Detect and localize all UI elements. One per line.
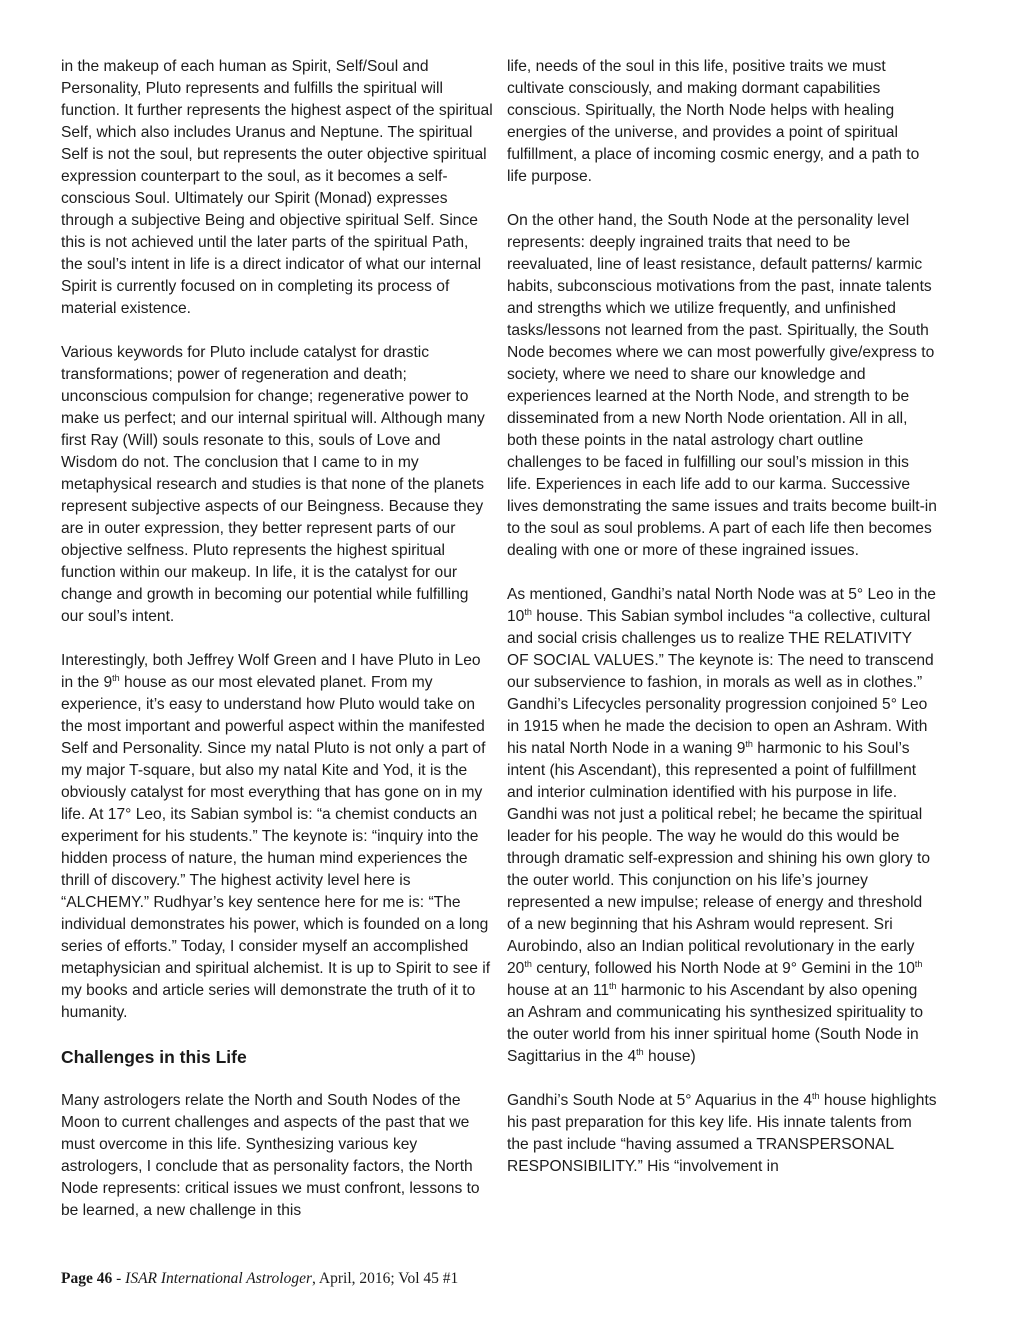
page-footer [61, 1270, 458, 1288]
paragraph-south-node: On the other hand, the South Node at the personality level represents: deeply ingrained traits that need to be reevaluated, line of least resistance, default patterns/ karmic habits, subconscious motivations from the past, innate talents and strengths which we utilize frequently, and unfinished tasks/lessons not learned from the past. Spiritually, the South Node becomes where we can most powerfully give/express to society, where we need to share our knowledge and experiences learned at the North Node, and strength to be disseminated from a new North Node orientation. All in all, both these points in the natal astrology chart outline challenges to be faced in fulfilling our soul’s mission in this life. Experiences in each life add to our karma. Successive lives demonstrating the same issues and traits become built-in to the soul as soul problems. A part of each life then becomes dealing with one or more of these ingrained issues. [507, 212, 937, 559]
page-number: Page 46 [61, 1270, 113, 1287]
right-column [507, 56, 937, 1200]
paragraph-pluto-keywords: Various keywords for Pluto include catalyst for drastic transformations; power of regeneration and death; unconscious compulsion for change; regenerative power to make us perfect; and our internal spiritual will. Although many first Ray (Will) souls resonate to this, souls of Love and Wisdom do not. The conclusion that I came to in my metaphysical research and studies is that none of the planets represent subjective aspects of our Beingness. Because they are in outer expression, they better represent parts of our objective selfness. Pluto represents the highest spiritual function within our makeup. In life, it is the catalyst for our change and growth in becoming our potential while fulfilling our soul’s intent. [61, 344, 485, 625]
left-column [61, 56, 493, 1244]
paragraph-gandhi-north-node: As mentioned, Gandhi’s natal North Node was at 5° Leo in the 10th house. This Sabian symbol includes “a collective, cultural and social crisis challenges us to realize THE RELATIVITY OF SOCIAL VALUES.” The keynote is: The need to transcend our subservience to fashion, in morals as well as in clothes.” Gandhi’s Lifecycles personality progression conjoined 5° Leo in 1915 when he made the decision to open an Ashram. With his natal North Node in a waning 9th harmonic to his Soul’s intent (his Ascendant), this represented a point of fulfillment and interior culmination identified with his purpose in life. Gandhi was not just a political rebel; he became the spiritual leader for his people. The way he would do this would be through dramatic self-expression and shining his own glory to the outer world. This conjunction on his life’s journey represented a new impulse; release of energy and threshold of a new beginning that his Ashram would represent. Sri Aurobindo, also an Indian political revolutionary in the early 20th century, followed his North Node at 9° Gemini in the 10th house at an 11th harmonic to his Ascendant by also opening an Ashram and communicating his synthesized spirituality to the outer world from his inner spiritual home (South Node in Sagittarius in the 4th house) [507, 586, 936, 1065]
paragraph-gandhi-south-node: Gandhi’s South Node at 5° Aquarius in the 4th house highlights his past preparation for this key life. His innate talents from the past include “having assumed a TRANSPERSONAL RESPONSIBILITY.” His “involvement in [507, 1090, 937, 1175]
footer-separator: - [112, 1270, 126, 1287]
section-heading-challenges: Challenges in this Life [61, 1047, 247, 1067]
issue-info: , April, 2016; Vol 45 #1 [312, 1270, 459, 1287]
paragraph-north-node: life, needs of the soul in this life, positive traits we must cultivate consciously, and making dormant capabilities conscious. Spiritually, the North Node helps with healing energies of the universe, and provides a point of spiritual fulfillment, a place of incoming cosmic energy, and a path to life purpose. [507, 58, 920, 185]
publication-title: ISAR International Astrologer [125, 1270, 313, 1287]
paragraph-pluto-spirit: in the makeup of each human as Spirit, Self/Soul and Personality, Pluto represents and fulfills the spiritual will function. It further represents the highest aspect of the spiritual Self, which also includes Uranus and Neptune. The spiritual Self is not the soul, but represents the outer objective spiritual expression counterpart to the soul, as it becomes a self-conscious Soul. Ultimately our Spirit (Monad) expresses through a subjective Being and objective spiritual Self. Since this is not achieved until the later parts of the spiritual Path, the soul’s intent in life is a direct indicator of what our internal Spirit is currently focused on in completing its process of material existence. [61, 58, 493, 317]
paragraph-nodes-intro: Many astrologers relate the North and South Nodes of the Moon to current challenges and aspects of the past that we must overcome in this life. Synthesizing various key astrologers, I conclude that as personality factors, the North Node represents: critical issues we must confront, lessons to be learned, a new challenge in this [61, 1092, 480, 1219]
paragraph-pluto-leo: Interestingly, both Jeffrey Wolf Green and I have Pluto in Leo in the 9th house as our most elevated planet. From my experience, it’s easy to understand how Pluto would take on the most important and powerful aspect within the manifested Self and Personality. Since my natal Pluto is not only a part of my major T-square, but also my natal Kite and Yod, it is the obviously catalyst for most everything that has gone on in my life. At 17° Leo, its Sabian symbol is: “a chemist conducts an experiment for his students.” The keynote is: “inquiry into the hidden process of nature, the human mind experiences the thrill of discovery.” The highest activity level here is “ALCHEMY.” Rudhyar’s key sentence here for me is: “The individual demonstrates his power, which is founded on a long series of efforts.” Today, I consider myself an accomplished metaphysician and spiritual alchemist. It is up to Spirit to see if my books and article series will demonstrate the truth of it to humanity. [61, 652, 491, 1021]
